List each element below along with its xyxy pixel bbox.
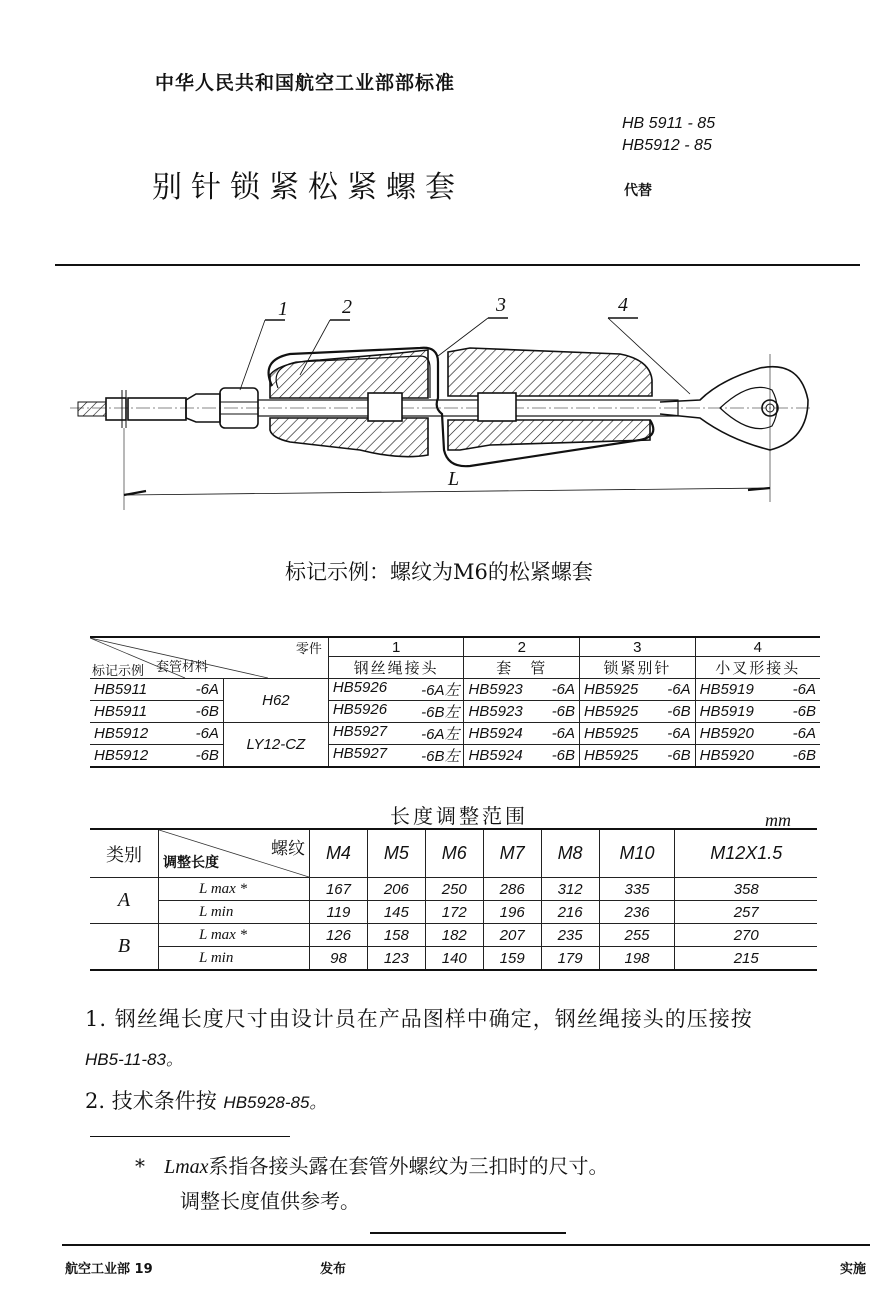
footer-published: 发布	[320, 1262, 347, 1277]
part3-cell: HB5925 -6A	[580, 723, 696, 745]
value-cell: 140	[425, 947, 483, 971]
value-cell: 216	[541, 901, 599, 924]
value-cell: 286	[483, 878, 541, 901]
category-a: A	[90, 878, 159, 924]
part1-cell: HB5927 -6B左	[328, 745, 464, 768]
part2-cell: HB5923 -6A	[464, 679, 580, 701]
part-number-2: 2	[464, 637, 580, 657]
callout-4: 4	[618, 294, 628, 316]
part4-cell: HB5919 -6B	[695, 701, 820, 723]
part-number-3: 3	[580, 637, 696, 657]
organization-heading: 中华人民共和国航空工业部部标准	[155, 72, 456, 94]
table-row	[90, 878, 817, 901]
table-row	[90, 901, 817, 924]
part-number-4: 4	[695, 637, 820, 657]
corner-label-part: 零件	[295, 642, 322, 657]
footnote-divider	[90, 1136, 290, 1137]
note-1	[85, 1003, 753, 1033]
corner-label-material: 套管材料	[156, 660, 209, 675]
part3-cell: HB5925 -6B	[580, 745, 696, 768]
table-row	[90, 679, 820, 701]
assembly-drawing	[60, 290, 820, 510]
note-2	[85, 1085, 326, 1115]
replaces-label: 代替	[624, 183, 652, 199]
standard-number-2: HB5912 - 85	[622, 137, 712, 154]
part3-cell: HB5925 -6B	[580, 701, 696, 723]
value-cell: 167	[310, 878, 368, 901]
footnote-line-1	[135, 1150, 609, 1179]
value-cell: 158	[367, 924, 425, 947]
thread-m4: M4	[310, 829, 368, 878]
value-cell: 179	[541, 947, 599, 971]
table-row	[90, 701, 820, 723]
marking-cell: HB5912 -6B	[90, 745, 223, 768]
thread-m10: M10	[599, 829, 675, 878]
value-cell: 206	[367, 878, 425, 901]
value-cell: 257	[675, 901, 817, 924]
parts-table-corner	[90, 637, 328, 679]
footnote-lmax: Lmax	[164, 1156, 209, 1178]
value-cell: 250	[425, 878, 483, 901]
corner-label-marking: 标记示例	[92, 664, 145, 679]
part-name-2: 套 管	[464, 657, 580, 679]
value-cell: 335	[599, 878, 675, 901]
part2-cell: HB5924 -6B	[464, 745, 580, 768]
thread-m6: M6	[425, 829, 483, 878]
value-cell: 235	[541, 924, 599, 947]
footnote-text-1: 系指各接头露在套管外螺纹为三扣时的尺寸。	[208, 1154, 609, 1178]
dimension-label-l: L	[448, 468, 460, 490]
note-2-reference: HB5928-85。	[223, 1093, 327, 1112]
marking-example-caption: 标记示例：螺纹为M6的松紧螺套	[285, 560, 593, 584]
part2-cell: HB5923 -6B	[464, 701, 580, 723]
part4-cell: HB5920 -6B	[695, 745, 820, 768]
marking-cell: HB5911 -6B	[90, 701, 223, 723]
value-cell: 172	[425, 901, 483, 924]
callout-1: 1	[278, 298, 288, 320]
footnote-line-2: 调整长度值供参考。	[180, 1189, 360, 1213]
part1-cell: HB5926 -6A左	[328, 679, 464, 701]
value-cell: 126	[310, 924, 368, 947]
category-header: 类别	[90, 829, 159, 878]
note-2-number: 2.	[85, 1089, 106, 1113]
length-table-corner	[159, 829, 310, 878]
parts-table	[90, 636, 820, 768]
table-row	[90, 924, 817, 947]
value-cell: 159	[483, 947, 541, 971]
row-label: L min	[159, 947, 310, 971]
part2-cell: HB5924 -6A	[464, 723, 580, 745]
asterisk-icon: *	[135, 1154, 145, 1178]
corner-label-adjust: 调整长度	[163, 855, 219, 871]
table-row	[90, 947, 817, 971]
end-divider	[370, 1232, 566, 1234]
part-name-4: 小叉形接头	[695, 657, 820, 679]
note-1-text: 钢丝绳长度尺寸由设计员在产品图样中确定，钢丝绳接头的压接按	[114, 1007, 753, 1031]
value-cell: 207	[483, 924, 541, 947]
material-cell: H62	[223, 679, 328, 723]
part3-cell: HB5925 -6A	[580, 679, 696, 701]
category-b: B	[90, 924, 159, 971]
thread-m5: M5	[367, 829, 425, 878]
length-adjustment-table	[90, 828, 817, 971]
header-divider	[55, 264, 860, 266]
part1-cell: HB5927 -6A左	[328, 723, 464, 745]
corner-label-thread: 螺纹	[271, 839, 305, 859]
marking-cell: HB5911 -6A	[90, 679, 223, 701]
callout-3: 3	[496, 294, 506, 316]
footer-implemented: 实施	[840, 1262, 867, 1277]
table-row	[90, 723, 820, 745]
value-cell: 145	[367, 901, 425, 924]
value-cell: 182	[425, 924, 483, 947]
value-cell: 312	[541, 878, 599, 901]
part-number-1: 1	[328, 637, 464, 657]
part-name-3: 锁紧别针	[580, 657, 696, 679]
length-table-title: 长度调整范围	[390, 804, 528, 828]
part1-cell: HB5926 -6B左	[328, 701, 464, 723]
value-cell: 119	[310, 901, 368, 924]
part4-cell: HB5919 -6A	[695, 679, 820, 701]
turnbuckle-drawing-icon	[60, 290, 820, 510]
value-cell: 358	[675, 878, 817, 901]
part-name-1: 钢丝绳接头	[328, 657, 464, 679]
part4-cell: HB5920 -6A	[695, 723, 820, 745]
callout-2: 2	[342, 296, 352, 318]
thread-m7: M7	[483, 829, 541, 878]
value-cell: 198	[599, 947, 675, 971]
row-label: L min	[159, 901, 310, 924]
note-2-text: 技术条件按	[111, 1089, 217, 1113]
value-cell: 236	[599, 901, 675, 924]
material-cell: LY12-CZ	[223, 723, 328, 768]
unit-label: mm	[765, 810, 791, 830]
thread-m12: M12X1.5	[675, 829, 817, 878]
document-title: 别针锁紧松紧螺套	[152, 170, 464, 205]
note-1-number: 1.	[85, 1007, 108, 1031]
row-label: L max *	[159, 878, 310, 901]
row-label: L max *	[159, 924, 310, 947]
table-row	[90, 745, 820, 768]
footer-divider	[62, 1244, 870, 1246]
value-cell: 196	[483, 901, 541, 924]
value-cell: 255	[599, 924, 675, 947]
standard-number-1: HB 5911 - 85	[622, 115, 716, 132]
value-cell: 123	[367, 947, 425, 971]
value-cell: 270	[675, 924, 817, 947]
marking-cell: HB5912 -6A	[90, 723, 223, 745]
thread-m8: M8	[541, 829, 599, 878]
value-cell: 98	[310, 947, 368, 971]
value-cell: 215	[675, 947, 817, 971]
note-1-continuation: HB5-11-83。	[85, 1050, 183, 1069]
footer-issuer: 航空工业部 19	[65, 1262, 153, 1277]
